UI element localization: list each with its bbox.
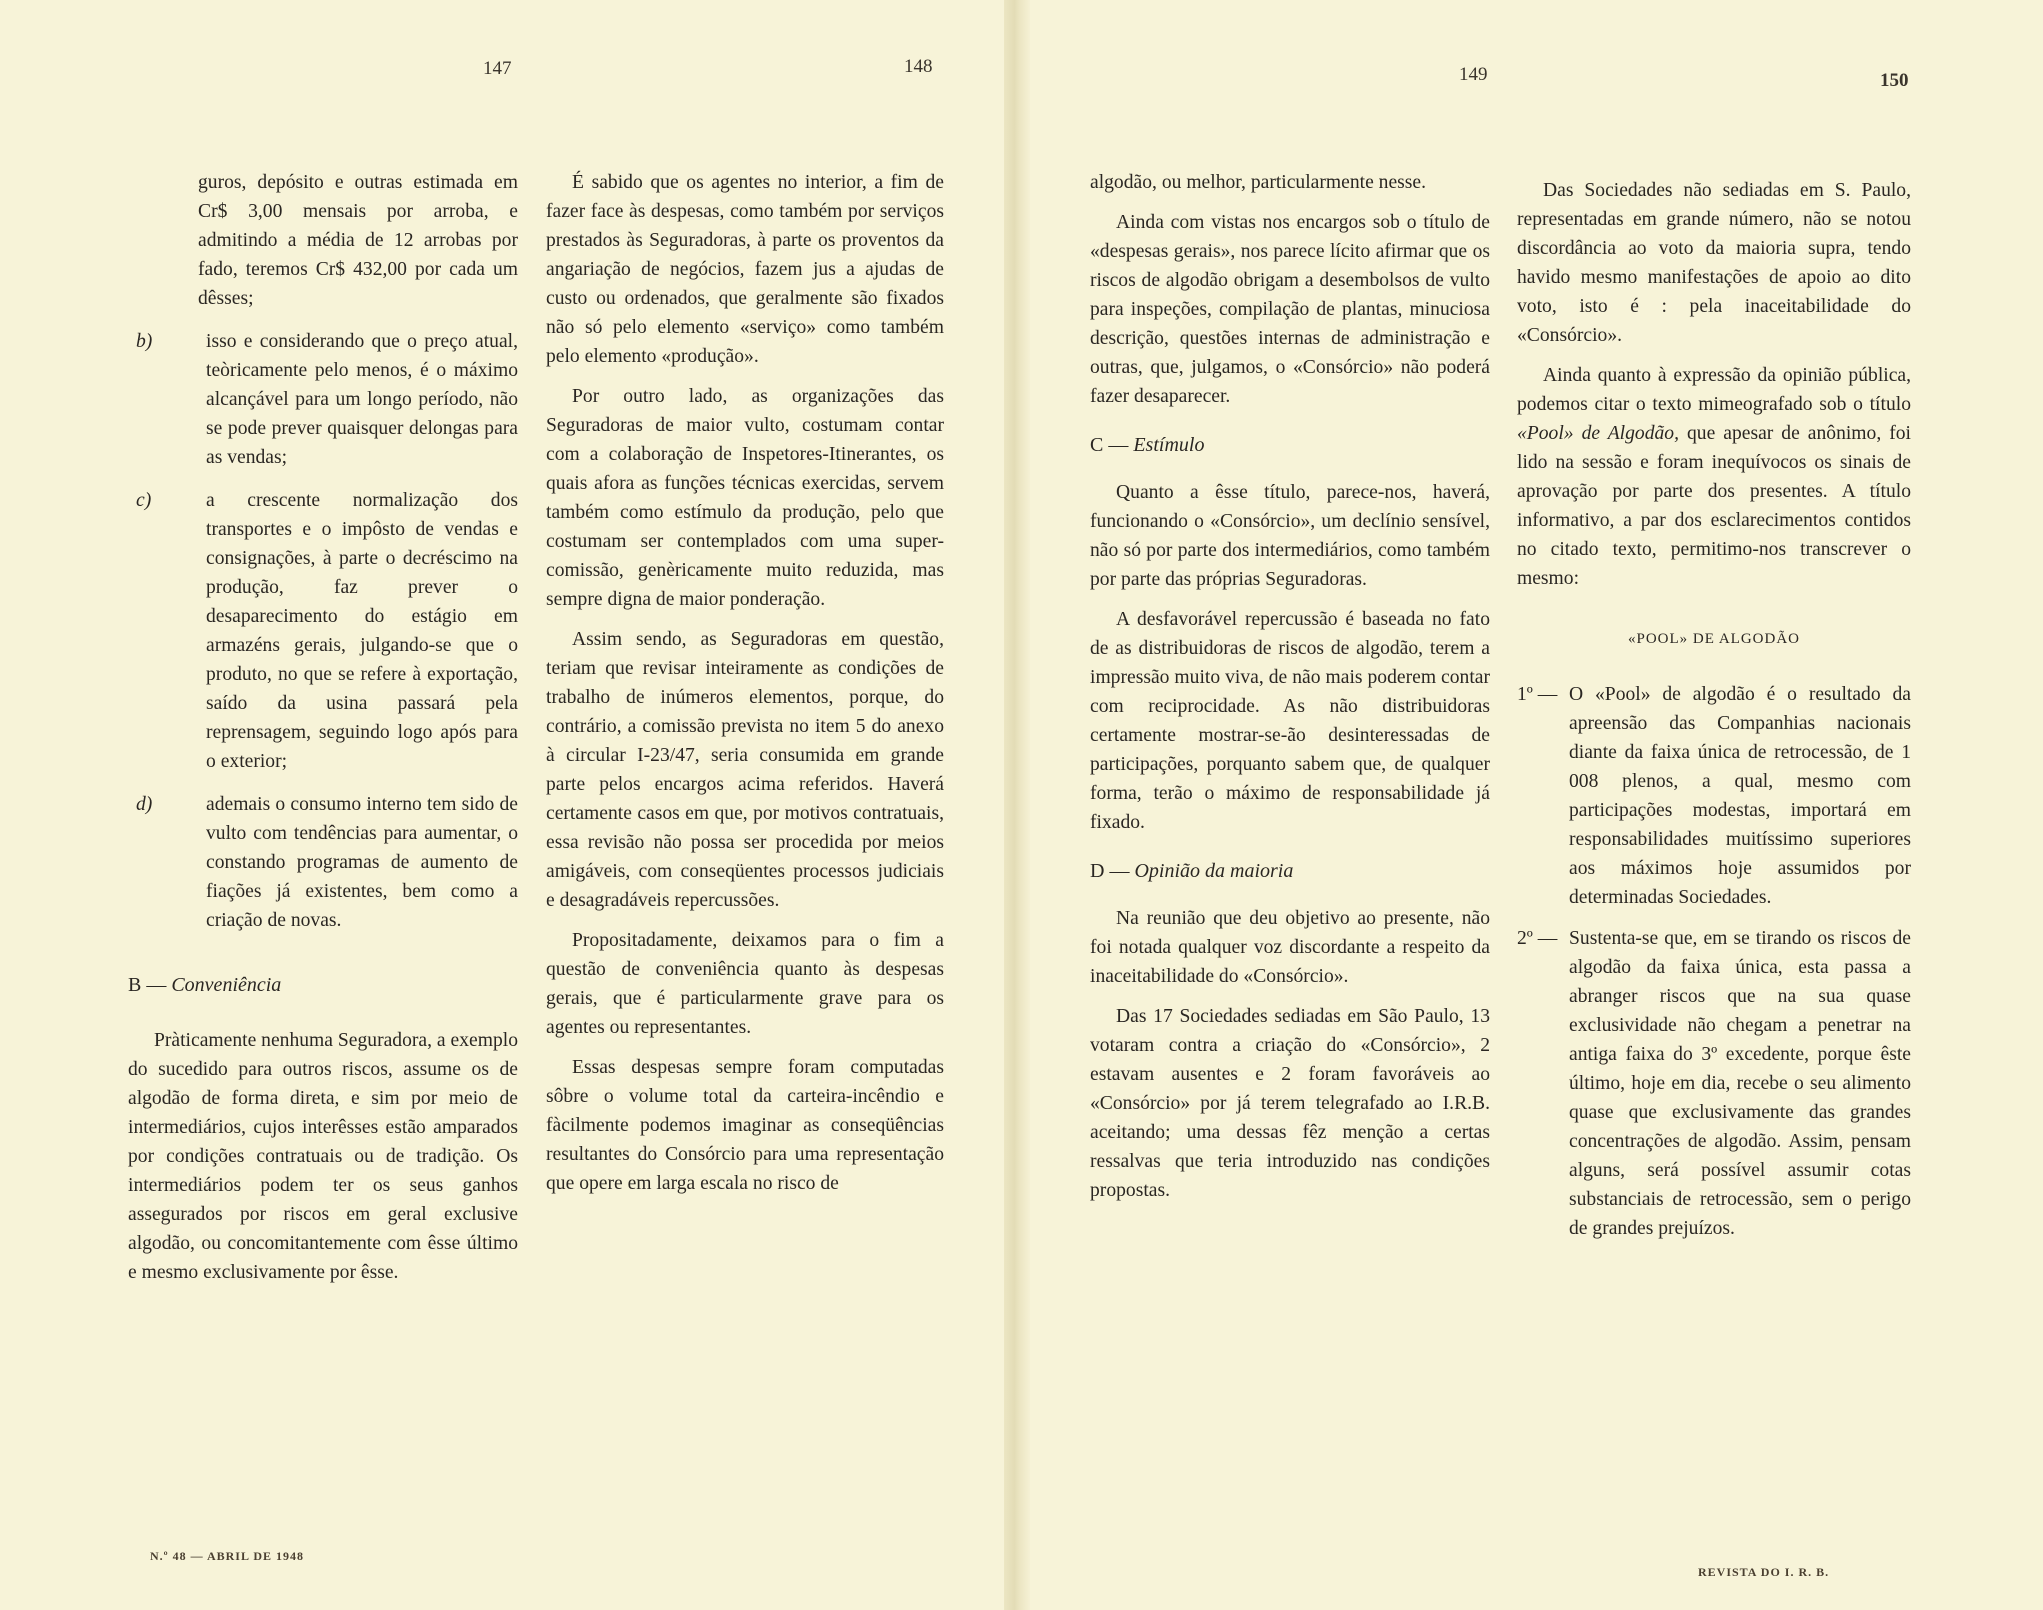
item-text: a crescente normalização dos transportes e o impôsto de vendas e consignações, à parte o decréscimo na produção, faz prever o desaparecimento do estágio em armazéns gerais, julgando-se que o produto, no que se refere à exportação, saído da usina passará pela reprensagem, seguindo logo após para o exterior; xyxy=(206,490,518,772)
page-number-150: 150 xyxy=(1880,70,1909,91)
column-page-149 xyxy=(1090,168,1490,1216)
paragraph: Na reunião que deu objetivo ao presente, não foi notada qualquer voz discordante a respeito da inaceitabilidade do «Consórcio». xyxy=(1090,908,1490,987)
section-heading-c xyxy=(1090,431,1490,460)
paragraph: Ainda com vistas nos encargos sob o título de «despesas gerais», nos parece lícito afirmar que os riscos de algodão obrigam a desembolsos de vulto para inspeções, compilação de plantas, minuciosa descrição, questões internas de administração e outras, que, julgamos, o «Consórcio» não poderá fazer desaparecer. xyxy=(1090,212,1490,407)
paragraph: Quanto a êsse título, parece-nos, haverá, funcionando o «Consórcio», um declínio sensível, não só por parte dos intermediários, como também por parte das próprias Seguradoras. xyxy=(1090,482,1490,590)
list-item xyxy=(128,486,518,776)
heading-title: Estímulo xyxy=(1133,434,1205,456)
paragraph: A desfavorável repercussão é baseada no fato de as distribuidoras de riscos de algodão, terem a impressão muito viva, de não mais poderem contar com reciprocidade. As não distribuidoras certamente mostrar-se-ão desinteressadas de participações, porquanto sabem que, de qualquer forma, terão o máximo de responsabilidade já fixado. xyxy=(1090,609,1490,833)
list-item xyxy=(128,790,518,935)
item-label: 2º — xyxy=(1517,928,1558,949)
item-label: 1º — xyxy=(1517,684,1558,705)
page-number-149: 149 xyxy=(1459,64,1488,85)
book-gutter xyxy=(1004,0,1030,1610)
paragraph-part: Ainda quanto à expressão da opinião pública, podemos citar o texto mimeografado sob o título xyxy=(1517,365,1911,415)
numbered-item xyxy=(1517,680,1911,912)
item-label: b) xyxy=(136,331,153,352)
heading-prefix: D — xyxy=(1090,860,1135,882)
paragraph: Das 17 Sociedades sediadas em São Paulo, 13 votaram contra a criação do «Consórcio», 2 estavam ausentes e 2 foram favoráveis ao «Consórcio» por já terem telegrafado ao I.R.B. aceitando; uma dessas fêz menção a certas ressalvas que teria introduzido nas condições propostas. xyxy=(1090,1006,1490,1201)
intro-text: guros, depósito e outras estimada em Cr$ 3,00 mensais por arroba, e admitindo a média de 12 arrobas por fado, teremos Cr$ 432,00 por cada um dêsses; xyxy=(198,172,518,309)
paragraph: Essas despesas sempre foram computadas sôbre o volume total da carteira-incêndio e fàcilmente podemos imaginar as conseqüências resultantes do Consórcio para uma representação que opere em larga escala no risco de xyxy=(546,1057,944,1194)
column-page-148 xyxy=(546,168,944,1209)
item-label: d) xyxy=(136,794,153,815)
item-label: c) xyxy=(136,490,152,511)
list-item xyxy=(128,327,518,472)
footer-issue: N.º 48 — ABRIL DE 1948 xyxy=(150,1549,304,1563)
item-text: isso e considerando que o preço atual, teòricamente pelo menos, é o máximo alcançável para um longo período, não se pode prever quaisquer delongas para as vendas; xyxy=(206,331,518,468)
page-number-148: 148 xyxy=(904,56,933,77)
paragraph: Assim sendo, as Seguradoras em questão, teriam que revisar inteiramente as condições de trabalho de inúmeros elementos, porque, do contrário, a comissão prevista no item 5 do anexo à circular I-23/47, seria consumida em grande parte pelos encargos acima referidos. Haverá certamente casos em que, por motivos contratuais, essa revisão não possa ser procedida por meios amigáveis, com conseqüentes processos judiciais e desagradáveis repercussões. xyxy=(546,629,944,911)
paragraph xyxy=(1517,361,1911,593)
page-number-147: 147 xyxy=(483,58,512,79)
heading-title: Opinião da maioria xyxy=(1134,860,1294,882)
paragraph: algodão, ou melhor, particularmente nesse. xyxy=(1090,172,1427,193)
item-text: Sustenta-se que, em se tirando os riscos de algodão da faixa única, esta passa a abranger riscos que na sua quase exclusividade não chegam a penetrar na antiga faixa do 3º excedente, porque êste último, hoje em dia, recebe o seu alimento quase que exclusivamente das grandes concentrações de algodão. Assim, pensam alguns, será possível assumir cotas substanciais de retrocessão, sem o perigo de grandes prejuízos. xyxy=(1569,928,1911,1239)
section-heading-b xyxy=(128,971,518,1000)
column-page-147 xyxy=(128,168,518,1298)
item-text: ademais o consumo interno tem sido de vulto com tendências para aumentar, o constando programas de aumento de fiações já existentes, bem como a criação de novas. xyxy=(206,794,518,931)
paragraph: Pràticamente nenhuma Seguradora, a exemplo do sucedido para outros riscos, assume os de algodão de forma direta, e sim por meio de intermediários, cujos interêsses estão amparados por condições contratuais ou de tradição. Os intermediários podem ter os seus ganhos assegurados por riscos em geral exclusive algodão, ou concomitantemente com êsse último e mesmo exclusivamente por êsse. xyxy=(128,1030,518,1283)
heading-prefix: C — xyxy=(1090,434,1134,456)
paragraph-part: que apesar de anônimo, foi lido na sessão e foram inequívocos os sinais de aprovação por parte dos presentes. A título informativo, a par dos esclarecimentos contidos no citado texto, permitimo-nos transcrever o mesmo: xyxy=(1517,423,1911,589)
paragraph: É sabido que os agentes no interior, a fim de fazer face às despesas, como também por serviços prestados às Seguradoras, à parte os proventos da angariação de negócios, fazem jus a ajudas de custo ou ordenados, que geralmente são fixados não só pelo elemento «serviço» como também pelo elemento «produção». xyxy=(546,172,944,367)
document-title: «Pool» de Algodão, xyxy=(1517,423,1680,444)
section-title: «POOL» DE ALGODÃO xyxy=(1628,631,1800,647)
section-heading-d xyxy=(1090,857,1490,886)
item-text: O «Pool» de algodão é o resultado da apreensão das Companhias nacionais diante da faixa única de retrocessão, de 1 008 plenos, a qual, mesmo com participações modestas, importará em responsabilidades muitíssimo superiores aos máximos hoje assumidos por determinadas Sociedades. xyxy=(1569,684,1911,908)
paragraph: Por outro lado, as organizações das Seguradoras de maior vulto, costumam contar com a colaboração de Inspetores-Itinerantes, os quais afora as funções técnicas exercidas, servem também como estímulo da produção, pelo que costumam ser contemplados com uma super-comissão, genèricamente muito reduzida, mas sempre digna de maior ponderação. xyxy=(546,386,944,610)
heading-title: Conveniência xyxy=(171,974,282,996)
paragraph: Das Sociedades não sediadas em S. Paulo, representadas em grande número, não se notou discordância ao voto da maioria supra, tendo havido mesmo manifestações de apoio ao dito voto, isto é : pela inaceitabilidade do «Consórcio». xyxy=(1517,180,1911,346)
column-page-150 xyxy=(1517,176,1911,1255)
paragraph: Propositadamente, deixamos para o fim a questão de conveniência quanto às despesas gerais, que é particularmente grave para os agentes ou representantes. xyxy=(546,930,944,1038)
footer-journal: REVISTA DO I. R. B. xyxy=(1698,1565,1830,1579)
numbered-item xyxy=(1517,924,1911,1243)
heading-prefix: B — xyxy=(128,974,172,996)
